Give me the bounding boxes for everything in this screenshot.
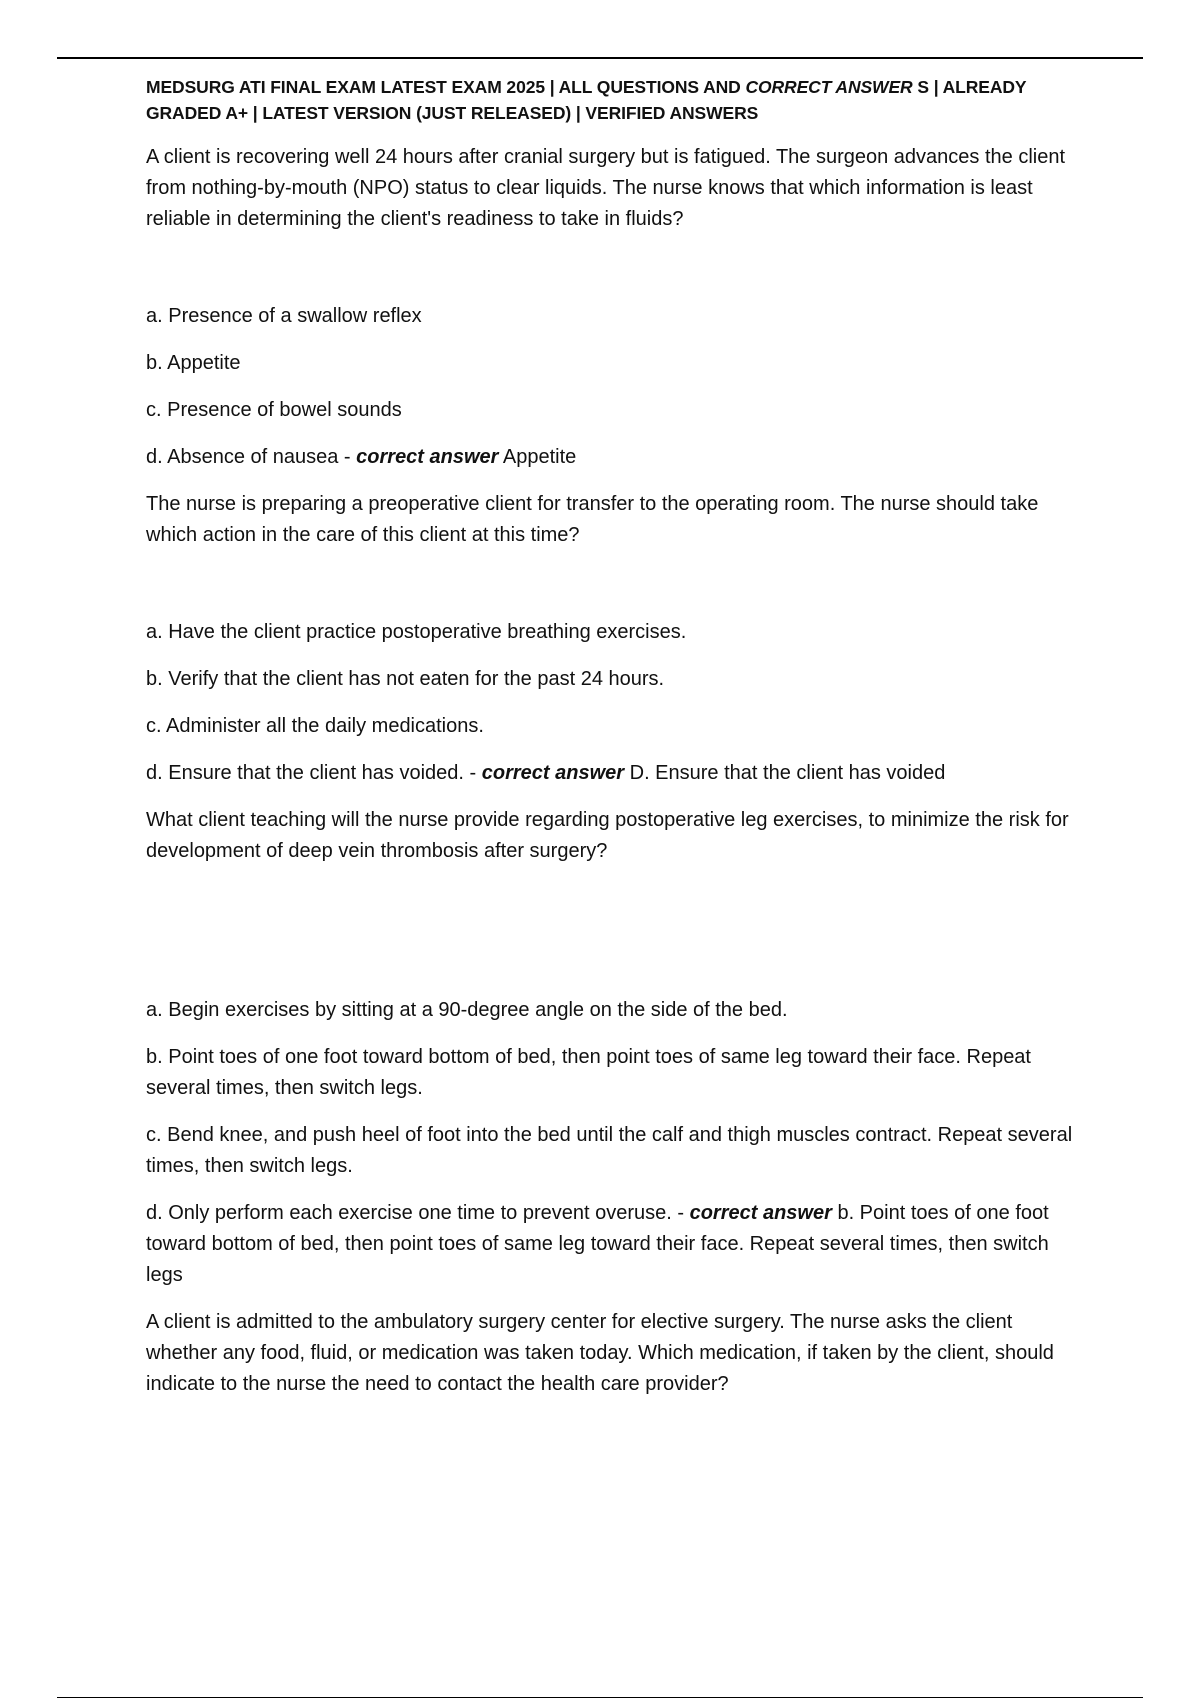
q1-answer-label: correct answer <box>356 446 499 468</box>
spacer <box>146 883 1086 995</box>
q2-option-c: c. Administer all the daily medications. <box>146 715 484 737</box>
question-3: What client teaching will the nurse provide regarding postoperative leg exercises, to minimize the risk for development of deep vein thrombosis after surgery? <box>146 809 1069 862</box>
q1-option-d <box>146 442 1086 473</box>
footer-rule <box>57 1697 1143 1698</box>
q2-answer-label: correct answer <box>481 762 625 784</box>
q1-option-b: b. Appetite <box>146 352 241 374</box>
q1-option-c: c. Presence of bowel sounds <box>146 399 402 421</box>
q1-option-d-text: d. Absence of nausea - <box>146 446 357 468</box>
document-title <box>146 74 1086 126</box>
header-rule <box>57 57 1143 59</box>
question-1: A client is recovering well 24 hours after cranial surgery but is fatigued. The surgeon advances the client from nothing-by-mouth (NPO) status to clear liquids. The nurse knows that which information is least reliable in determining the client's readiness to take in fluids? <box>146 146 1066 230</box>
q2-option-d <box>146 758 1086 789</box>
q2-answer-text: D. Ensure that the client has voided <box>624 762 946 784</box>
q3-option-d-text: d. Only perform each exercise one time to prevent overuse. - <box>146 1202 690 1224</box>
q3-option-b: b. Point toes of one foot toward bottom of bed, then point toes of same leg toward their face. Repeat several times, then switch legs. <box>146 1046 1031 1099</box>
title-part2: S | ALREADY GRADED A+ | LATEST VERSION (JUST RELEASED) | VERIFIED ANSWERS <box>146 77 1027 123</box>
q3-answer-label: correct answer <box>689 1202 832 1224</box>
q2-option-a: a. Have the client practice postoperative breathing exercises. <box>146 621 687 643</box>
spacer <box>146 251 1086 301</box>
q2-option-b: b. Verify that the client has not eaten for the past 24 hours. <box>146 668 665 690</box>
question-4: A client is admitted to the ambulatory surgery center for elective surgery. The nurse asks the client whether any food, fluid, or medication was taken today. Which medication, if taken by the client, should indicate to the nurse the need to contact the health care provider? <box>146 1311 1054 1395</box>
title-part1: MEDSURG ATI FINAL EXAM LATEST EXAM 2025 | ALL QUESTIONS AND <box>146 77 746 97</box>
question-2: The nurse is preparing a preoperative client for transfer to the operating room. The nurse should take which action in the care of this client at this time? <box>146 493 1039 546</box>
spacer <box>146 567 1086 617</box>
q1-answer-text: Appetite <box>498 446 577 468</box>
document-body <box>146 74 1086 1416</box>
q3-option-c: c. Bend knee, and push heel of foot into the bed until the calf and thigh muscles contract. Repeat several times, then switch legs. <box>146 1124 1073 1177</box>
q3-option-d <box>146 1198 1086 1291</box>
q1-option-a: a. Presence of a swallow reflex <box>146 305 422 327</box>
title-italic: CORRECT ANSWER <box>745 77 913 97</box>
q2-option-d-text: d. Ensure that the client has voided. - <box>146 762 482 784</box>
q3-option-a: a. Begin exercises by sitting at a 90-degree angle on the side of the bed. <box>146 999 788 1021</box>
q3-answer-text: b. Point toes of one foot toward bottom of bed, then point toes of same leg toward their face. Repeat several times, then switch legs <box>146 1202 1049 1286</box>
